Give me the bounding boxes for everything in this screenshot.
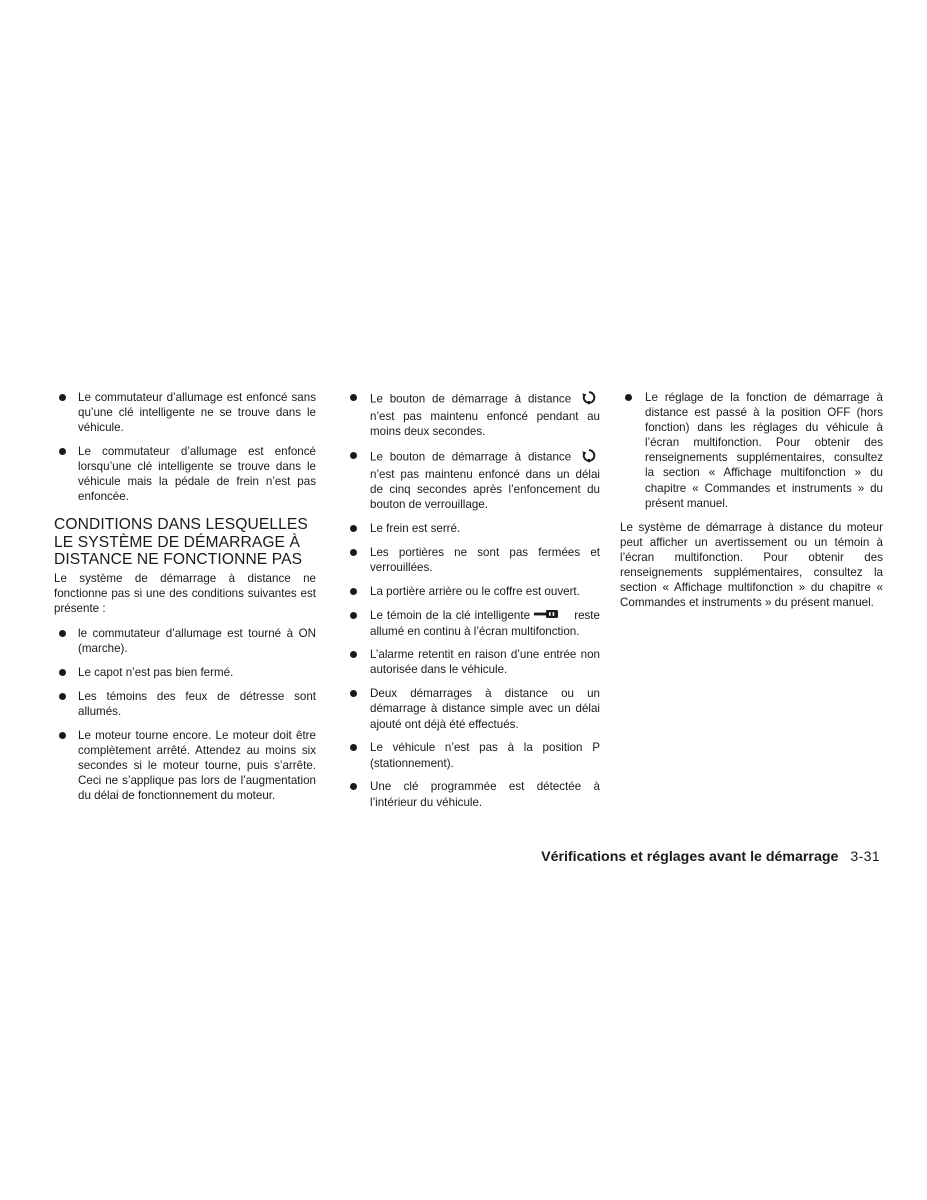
smart-key-icon	[534, 608, 560, 623]
intro-paragraph: Le système de démarrage à distance ne fonctionne pas si une des conditions suivantes est présente :	[54, 571, 316, 616]
section-heading: CONDITIONS DANS LESQUELLES LE SYSTÈME DE DÉMARRAGE À DISTANCE NE FONCTIONNE PAS	[54, 516, 308, 569]
chapter-title: Vérifications et réglages avant le démarrage	[541, 849, 839, 865]
list-item: Les témoins des feux de détresse sont allumés.	[54, 689, 316, 719]
list-item: Le capot n’est pas bien fermé.	[54, 665, 316, 680]
list-item: Les portières ne sont pas fermées et verrouillées.	[345, 545, 600, 575]
list-item	[345, 390, 600, 439]
list-item: Le commutateur d’allumage est enfoncé sans qu’une clé intelligente ne se trouve dans le véhicule.	[54, 390, 316, 435]
column-middle	[345, 390, 600, 818]
list-item: Le véhicule n’est pas à la position P (stationnement).	[345, 740, 600, 770]
bullet-list-conditions	[54, 626, 316, 803]
item-text: reste allumé en continu à l’écran multifonction.	[370, 609, 600, 638]
list-item: La portière arrière ou le coffre est ouvert.	[345, 584, 600, 599]
column-left	[54, 390, 316, 812]
item-text: n’est pas maintenu enfoncé pendant au moins deux secondes.	[370, 410, 600, 439]
item-text: Le bouton de démarrage à distance	[370, 392, 572, 406]
list-item: Deux démarrages à distance ou un démarrage à distance simple avec un délai ajouté ont déjà été effectués.	[345, 686, 600, 731]
list-item: Le moteur tourne encore. Le moteur doit être complètement arrêté. Attendez au moins six secondes si le moteur tourne, puis s’arrête. Ceci ne s’applique pas lors de l’augmentation du délai de fonctionnement du moteur.	[54, 728, 316, 803]
page-footer	[460, 848, 880, 866]
bullet-list-top	[54, 390, 316, 504]
remote-start-icon	[578, 390, 600, 409]
item-text: Le bouton de démarrage à distance	[370, 450, 572, 464]
list-item: Une clé programmée est détectée à l’intérieur du véhicule.	[345, 779, 600, 809]
list-item: L’alarme retentit en raison d’une entrée non autorisée dans le véhicule.	[345, 647, 600, 677]
list-item: Le réglage de la fonction de démarrage à distance est passé à la position OFF (hors fonction) dans les réglages du véhicule à l’écran multifonction. Pour obtenir des renseignements supplémentaires, consultez la section « Affichage multifonction » du chapitre « Commandes et instruments » du présent manuel.	[620, 390, 883, 511]
list-item: le commutateur d’allumage est tourné à ON (marche).	[54, 626, 316, 656]
remote-start-icon	[578, 448, 600, 467]
list-item	[345, 608, 600, 639]
bullet-list-conditions-end	[620, 390, 883, 511]
column-right	[620, 390, 883, 620]
bullet-list-conditions-cont	[345, 390, 600, 810]
item-text: Le témoin de la clé intelligente	[370, 609, 531, 623]
list-item: Le frein est serré.	[345, 521, 600, 536]
list-item: Le commutateur d’allumage est enfoncé lorsqu’une clé intelligente se trouve dans le véhicule mais la pédale de frein n’est pas enfoncée.	[54, 444, 316, 504]
page-number: 3-31	[850, 849, 880, 865]
list-item	[345, 448, 600, 512]
item-text: n’est pas maintenu enfoncé dans un délai de cinq secondes après l’enfoncement du bouton de verrouillage.	[370, 468, 600, 512]
info-paragraph: Le système de démarrage à distance du moteur peut afficher un avertissement ou un témoin à l’écran multifonction. Pour obtenir des renseignements supplémentaires, consultez la section « Affichage multifonction » du chapitre « Commandes et instruments » du présent manuel.	[620, 520, 883, 610]
